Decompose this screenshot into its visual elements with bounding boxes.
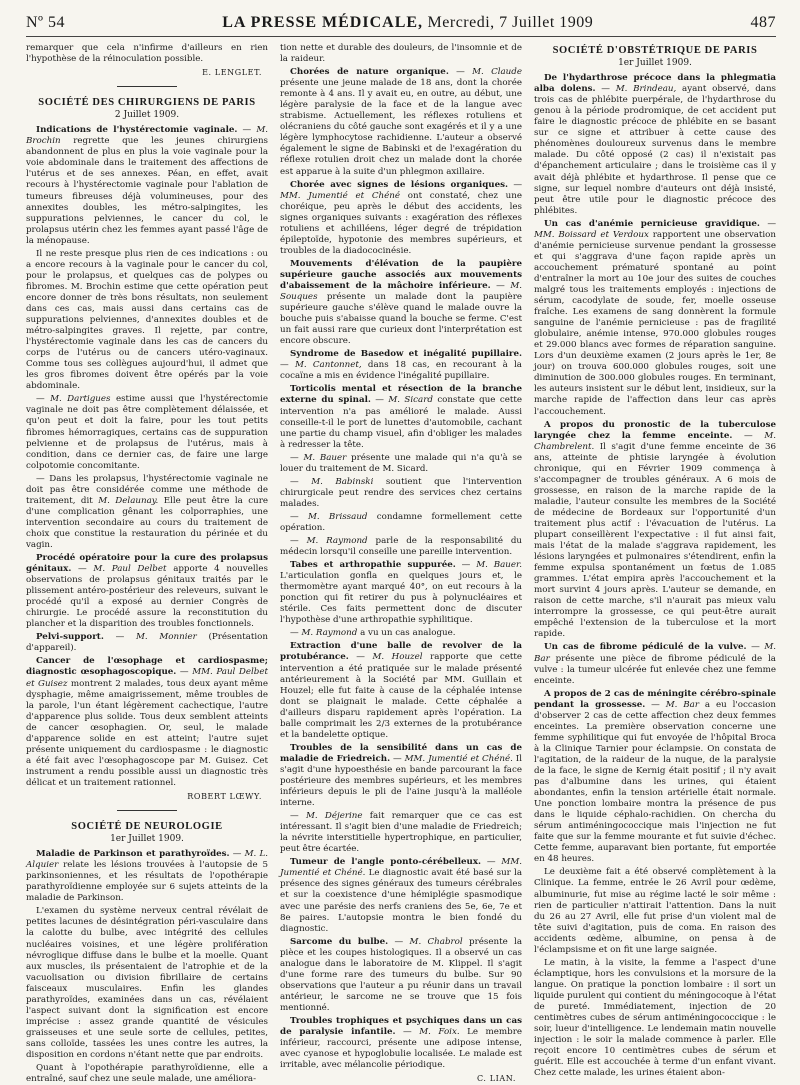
article: Tabes et arthropathie suppurée. — M. Bauer. L'articulation gonfla en quelques jours et, le thermomètre ayant marqué 40°, on eut recours à la ponction qui fit retirer du pus à polynucléaires et stérile. Ces faits permettent donc de discuter l'hypothèse d'une arthropathie syphilitique.	[280, 560, 522, 626]
article-heading: Procédé opératoire pour la cure des prolapsus génitaux.	[26, 553, 268, 575]
signature: C. LIAN.	[476, 1074, 516, 1084]
article-heading: Cancer de l'œsophage et cardiospasme; diagnostic œsophagoscopique.	[26, 656, 268, 678]
signature: E. LENGLET.	[202, 68, 262, 78]
article-text: rapportent une observation d'anémie pernicieuse survenue pendant la grossesse et qui s'aggrava d'une façon rapide après un accouchement prématuré spontané au point d'entraîner la mort au 10e jour des suites de couches malgré tous les traitements employés : injections de sérum, cacodylate de soude, fer, moelle osseuse fraîche. Les examens de sang donnèrent la formule sanguine de l'anémie pernicieuse : pas de fragilité globulaire, anémie intense, 970.000 globules rouges et 29.000 blancs avec formes de réparation sanguine. Lors d'un deuxième examen (2 jours après le 1er, 8e jour) on trouva 600.000 globules rouges, soit une diminution de 300.000 globules rouges. En terminant, les auteurs insistent sur le début lent, insidieux, sur la marche rapide de l'affection dans leur cas après l'accouchement.	[534, 229, 777, 417]
article-heading: Sarcome du bulbe.	[290, 936, 389, 947]
article: A propos du pronostic de la tuberculose laryngée chez la femme enceinte. — M. Chambrelent. Il s'agit d'une femme enceinte de 36 ans, atteinte de phtisie laryngée à évolution chronique, qui en Février 1909 commença à s'accompagner de troubles généraux. A 6 mois de grossesse, en raison de la marche rapide de la maladie, l'auteur consulte les membres de la Société de médecine de Bordeaux sur l'opportunité d'un traitement plus actif : l'évacuation de l'utérus. La plupart conseillèrent l'expectative : il fut ainsi fait, mais l'état de la malade s'aggrava rapidement, les lésions laryngées et pulmonaires s'étendirent, enfin la femme expulsa spontanément un fœtus de 1.085 grammes. L'état empira après l'accouchement et la mort survint 4 jours après. L'auteur se demande, en raison de cette marche, s'il n'aurait pas mieux valu interrompre la grossesse, ce qui peut-être aurait empêché l'extension de la tuberculose et la mort rapide.	[534, 419, 776, 640]
article-heading: Tabes et arthropathie suppurée.	[290, 560, 456, 571]
article-heading: Maladie de Parkinson et parathyroïdes.	[36, 849, 230, 860]
journal-title-line	[222, 14, 593, 32]
article-author: M. Foix.	[419, 1027, 460, 1038]
article-text: estime aussi que l'hystérectomie vaginale ne doit pas être complètement délaissée, et qu'on peut et doit la faire, pour les tout petits fibromes hémorragiques, certains cas de suppuration pelvienne et de prolapsus de l'utérus, mais à condition, dans ce dernier cas, de faire une large colpotomie concomitante.	[26, 394, 268, 471]
article-author: M. Babinski	[311, 476, 374, 487]
paragraph: — M. Bauer présente une malade qui n'a qu'à se louer du traitement de M. Sicard.	[280, 452, 523, 474]
article-text: montrent 2 malades, tous deux ayant même dysphagie, même amaigrissement, même troubles de la parole, l'un étant légèrement cachectique, l'autre d'apparence plus solide. Tous deux semblent atteints de cancer œsophagien. Or, seul, le malade d'apparence solide en est atteint; l'autre sujet présente uniquement du cardiospasme : le diagnostic a été fait avec l'œsophagoscope par M. Guisez. Cet instrument a rendu possible aussi un diagnostic très délicat et un traitement rationnel.	[26, 678, 268, 788]
article-heading: A propos du pronostic de la tuberculose laryngée chez la femme enceinte.	[534, 419, 776, 441]
article-text: condamne formellement cette opération.	[280, 511, 522, 533]
article-author: M. Monnier	[136, 632, 197, 643]
article-author: M. Raymond	[301, 628, 358, 639]
section-title: SOCIÉTÉ DES CHIRURGIENS DE PARIS	[38, 97, 256, 109]
paragraph: Quant à l'opothérapie parathyroïdienne, elle a entraîné, sauf chez une seule malade, une améliora-	[26, 1063, 268, 1085]
article-author: M. Brissaud	[307, 511, 368, 522]
article-heading: Un cas de fibrome pédiculé de la vulve.	[544, 642, 747, 653]
article-heading: Un cas d'anémie pernicieuse gravidique.	[544, 218, 760, 229]
article-text: présente la pièce et les coupes histologiques. Il a observé un cas analogue dans le laboratoire de M. Klippel. Il s'agit d'une forme rare des tumeurs du bulbe. Sur 90 observations que l'auteur a pu réunir dans un travail antérieur, le sarcome ne se trouve que 15 fois mentionné.	[280, 936, 523, 1013]
page-number: 487	[750, 14, 776, 31]
article: Syndrome de Basedow et inégalité pupillaire. — M. Cantonnet, dans 18 cas, en recourant à la cocaïne a mis en évidence l'inégalité pupillaire.	[280, 349, 522, 382]
article: Un cas de fibrome pédiculé de la vulve. — M. Bar présente une pièce de fibrome pédiculé de la vulve : la tumeur ulcérée fut enlevée chez une femme enceinte.	[534, 642, 776, 686]
article-text: Dans les prolapsus, l'hystérectomie vaginale ne doit pas être considérée comme une méthode de traitement, dit	[26, 473, 268, 506]
section-title: SOCIÉTÉ DE NEUROLOGIE	[71, 821, 223, 833]
article: Chorée avec signes de lésions organiques. — MM. Jumentié et Chéné ont constaté, chez une choréique, peu après le début des accidents, les signes organiques suivants : exagération des réflexes rotuliens et achilléens, léger degré de trépidation épileptoïde, hypotonie des membres supérieurs, et troubles de la diadococinésie.	[280, 179, 523, 256]
article-heading: Chorée avec signes de lésions organiques.	[290, 179, 509, 190]
article-author: M. Cantonnet,	[294, 360, 362, 371]
article: Troubles trophiques et psychiques dans un cas de paralysie infantile. — M. Foix. Le membre inférieur, raccourci, présente une adipose intense, avec cyanose et hypoglobulie localisée. Le malade est irritable, avec mélancolie périodique.	[280, 1015, 523, 1071]
article-author: M. Bar	[534, 642, 776, 664]
paragraph: — M. Babinski soutient que l'intervention chirurgicale peut rendre des services chez certains malades.	[280, 476, 522, 509]
article-text: Le membre inférieur, raccourci, présente une adipose intense, avec cyanose et hypoglobulie localisée. Le malade est irritable, avec mélancolie périodique.	[280, 1027, 523, 1071]
article-text: Elle peut être la cure d'une complication gênant les colporraphies, une intervention secondaire au cours du traitement de choix que constitue la restauration du périnée et du vagin.	[26, 495, 268, 550]
paragraph: — M. Dartigues estime aussi que l'hystérectomie vaginale ne doit pas être complètement délaissée, et qu'on peut et doit la faire, pour les tout petits fibromes hémorragiques, certains cas de suppuration pelvienne et de prolapsus de l'utérus, mais à condition, dans ce dernier cas, de faire une large colpotomie concomitante.	[26, 394, 268, 471]
article-text: parle de la responsabilité du médecin lorsqu'il conseille une pareille intervention.	[280, 536, 523, 558]
divider	[117, 86, 177, 87]
section-date: 1er Juillet 1909.	[618, 58, 692, 69]
article-text: a eu l'occasion d'observer 2 cas de cette affection chez deux femmes enceintes. La première observation concerne une femme syphilitique qui fut envoyée de l'hôpital Broca à la Clinique Tarnier pour éclampsie. On constata de l'agitation, de la raideur de la nuque, de la paralysie de la face, le signe de Kernig était positif ; il n'y avait pas d'albumine dans les urines, qui étaient abondantes, enfin la tension artérielle était normale. Une ponction lombaire montra la présence de pus dans le liquide céphalo-rachidien. On chercha du sérum antiméningococcique mais l'injection ne fut faite que sur la femme mourante et fut suivie d'échec. Cette femme, auparavant bien portante, fut emportée en 48 heures.	[534, 699, 776, 865]
column-2	[280, 43, 523, 1084]
article: Un cas d'anémie pernicieuse gravidique. — MM. Boissard et Verdoux rapportent une observation d'anémie pernicieuse survenue pendant la grossesse et qui s'aggrava d'une façon rapide après un accouchement prématuré spontané au point d'entraîner la mort au 10e jour des suites de couches malgré tous les traitements employés : injections de sérum, cacodylate de soude, fer, moelle osseuse fraîche. Les examens de sang donnèrent la formule sanguine de l'anémie pernicieuse : pas de fragilité globulaire, anémie intense, 970.000 globules rouges et 29.000 blancs avec formes de réparation sanguine. Lors d'un deuxième examen (2 jours après le 1er, 8e jour) on trouva 600.000 globules rouges, soit une diminution de 300.000 globules rouges. En terminant, les auteurs insistent sur le début lent, insidieux, sur la marche rapide de l'affection dans leur cas après l'accouchement.	[534, 218, 777, 417]
article-author: M. Bauer.	[476, 560, 522, 571]
article-text: rapporte que cette intervention a été pratiquée sur le malade présenté antérieurement à la Société par MM. Guillain et Houzel; elle fut faite à cause de la céphalée intense dont se plaignait le malade. Cette céphalée a d'ailleurs disparu rapidement après l'opération. La balle comprimait les 2/3 externes de la protubérance et la bandelette optique.	[280, 652, 522, 740]
article: Maladie de Parkinson et parathyroïdes. — M. L. Alquier relate les lésions trouvées à l'autopsie de 5 parkinsoniennes, et les résultats de l'opothérapie parathyroïdienne employée sur 6 sujets atteints de la maladie de Parkinson.	[26, 849, 269, 904]
article-text: présente un malade dont la paupière supérieure gauche s'élève quand le malade ouvre la bouche puis s'abaisse quand la bouche se ferme. C'est un fait aussi rare que curieux dont l'interprétation est encore obscure.	[280, 292, 522, 347]
article: Troubles de la sensibilité dans un cas de maladie de Friedreich. — MM. Jumentié et Chéné. Il s'agit d'une hypoesthésie en bande parcourant la face postérieure des membres supérieurs, et les membres inférieurs depuis le pli de l'aine jusqu'à la malléole interne.	[280, 742, 522, 809]
paragraph: remarquer que cela n'infirme d'ailleurs en rien l'hypothèse de la réinoculation possible.	[26, 43, 268, 65]
article-author: M. Bauer	[303, 452, 347, 463]
article-author: MM. Jumentié et Chéné	[280, 190, 400, 201]
article-heading: Chorées de nature organique.	[290, 67, 449, 78]
signature: ROBERT LŒWY.	[187, 792, 262, 801]
running-header	[26, 14, 776, 37]
article-author: M. Raymond	[306, 536, 368, 547]
section-date: 1er Juillet 1909.	[110, 834, 184, 845]
article-heading: Torticolis mental et résection de la branche externe du spinal.	[280, 384, 522, 406]
article-author: M. Claude	[472, 67, 522, 78]
article-text: soutient que l'intervention chirurgicale peut rendre des services chez certains malades.	[280, 476, 522, 509]
article-author: M. Brindeau,	[615, 84, 677, 95]
article: Indications de l'hystérectomie vaginale. — M. Brochin regrette que les jeunes chirurgiens abandonnent de plus en plus la voie vaginale pour la voie abdominale dans le traitement des affections de l'utérus et de ses annexes. Péan, en effet, avait recours à l'hystérectomie vaginale pour l'ablation de tumeurs fibreuses déjà volumineuses, pour des annexites doubles, les métro-salpingites, les suppurations pelviennes, le cancer du col, le prolapsus utérin chez les femmes ayant passé l'âge de la ménopause.	[26, 125, 269, 246]
journal-title: LA PRESSE MÉDICALE,	[222, 14, 424, 31]
article-author: M. Bar	[665, 699, 700, 710]
divider	[117, 810, 177, 811]
section-title: SOCIÉTÉ D'OBSTÉTRIQUE DE PARIS	[552, 45, 758, 56]
article-text: L'articulation gonfla en quelques jours et, le thermomètre ayant marqué 40°, on eut recours à la ponction qui fit retirer du pus à polynucléaires et stérile. Ces faits permettent donc de discuter l'hypothèse d'une arthropathie syphilitique.	[280, 571, 522, 626]
article-text: relate les lésions trouvées à l'autopsie de 5 parkinsoniennes, et les résultats de l'opothérapie parathyroïdienne employée sur 6 sujets atteints de la maladie de Parkinson.	[26, 860, 268, 904]
article-heading: De l'hydarthrose précoce dans la phlegmatia alba dolens.	[534, 73, 776, 95]
article-author: M. Brochin	[26, 125, 268, 147]
article-author: M. Chambrelent.	[534, 430, 776, 452]
article-heading: Syndrome de Basedow et inégalité pupillaire.	[290, 349, 522, 360]
paragraph: — M. Raymond parle de la responsabilité du médecin lorsqu'il conseille une pareille intervention.	[280, 536, 523, 558]
article: A propos de 2 cas de méningite cérébro-spinale pendant la grossesse. — M. Bar a eu l'occasion d'observer 2 cas de cette affection chez deux femmes enceintes. La première observation concerne une femme syphilitique qui fut envoyée de l'hôpital Broca à la Clinique Tarnier pour éclampsie. On constata de l'agitation, de la raideur de la nuque, de la paralysie de la face, le signe de Kernig était positif ; il n'y avait pas d'albumine dans les urines, qui étaient abondantes, enfin la tension artérielle était normale. Une ponction lombaire montra la présence de pus dans le liquide céphalo-rachidien. On chercha du sérum antiméningococcique mais l'injection ne fut faite que sur la femme mourante et fut suivie d'échec. Cette femme, auparavant bien portante, fut emportée en 48 heures.	[534, 688, 776, 865]
paragraph: Le matin, à la visite, la femme a l'aspect d'une éclamptique, hors les convulsions et la morsure de la langue. On pratique la ponction lombaire : il sort un liquide purulent qui contient du méningocoque à l'état de pureté. Immédiatement, injection de 20 centimètres cubes de sérum antiméningococcique : le soir, lueur d'intelligence. Le lendemain matin nouvelle injection : le soir la malade commence à parler. Elle reçoit encore 10 centimètres cubes de sérum et guérit. Elle est accouchée à terme d'un enfant vivant. Chez cette malade, les urines étaient abon-	[534, 957, 776, 1079]
issue-date: Mercredi, 7 Juillet 1909	[427, 14, 594, 31]
article: Chorées de nature organique. — M. Claude présente une jeune malade de 18 ans, dont la chorée remonte à 4 ans. Il y avait eu, en outre, au début, une légère paralysie de la face et de la langue avec strabisme. Actuellement, les réflexes rotuliens et olécraniens du côté gauche sont exagérés et il y a une légère lymphocytose rachidienne. L'auteur a observé également le signe de Babinski et de l'exagération du réflexe rotulien droit chez un malade dont la chorée est apparue à la suite d'un phlegmon axillaire.	[280, 67, 522, 177]
article-text: Il s'agit d'une femme enceinte de 36 ans, atteinte de phtisie laryngée à évolution chronique, qui en Février 1909 commença à s'accompagner de troubles généraux. A 6 mois de grossesse, en raison de la marche rapide de la maladie, l'auteur consulte les membres de la Société de médecine de Bordeaux sur l'opportunité d'un traitement plus actif : l'évacuation de l'utérus. La plupart conseillèrent l'expectative : il fut ainsi fait, mais l'état de la malade s'aggrava rapidement, les lésions laryngées et pulmonaires s'étendirent, enfin la femme expulsa spontanément un fœtus de 1.085 grammes. L'état empira après l'accouchement et la mort survint 4 jours après. L'auteur se demande, en raison de cette marche, s'il n'aurait pas mieux valu interrompre la grossesse, ce qui peut-être aurait empêché l'extension de la tuberculose et la mort rapide.	[534, 441, 776, 640]
paragraph: — M. Brissaud condamne formellement cette opération.	[280, 511, 522, 533]
paragraph: — Dans les prolapsus, l'hystérectomie vaginale ne doit pas être considérée comme une méthode de traitement, dit M. Delaunay. Elle peut être la cure d'une complication gênant les colporraphies, une intervention secondaire au cours du traitement de choix que constitue la restauration du périnée et du vagin.	[26, 473, 268, 550]
article-heading: Indications de l'hystérectomie vaginale.	[36, 125, 238, 136]
article-text: (Présentation d'appareil).	[26, 632, 269, 654]
column-3	[534, 43, 777, 1079]
article-author: MM. Jumentié et Chéné.	[280, 857, 522, 879]
article-author: MM. Paul Delbet et Guisez	[26, 667, 268, 689]
issue-number: Nº 54	[26, 14, 66, 31]
article-author: M. Sicard	[388, 395, 433, 406]
paragraph: Il ne reste presque plus rien de ces indications : ou a encore recours à la vaginale pour le cancer du col, pour le prolapsus, et quelques cas de polypes ou fibromes. M. Brochin estime que cette opération peut encore donner de très bons résultats, non seulement dans ces cas, mais aussi dans certains cas de suppurations pelviennes, d'annexites doubles et de métro-salpingites graves. Il rejette, par contre, l'hystérectomie vaginale dans les cas de cancers du corps de l'utérus ou de cancers utéro-vaginaux. Comme tous ses collègues aujourd'hui, il admet que les gros fibromes doivent être opérés par la voie abdominale.	[26, 248, 268, 392]
article-text: ont constaté, chez une choréique, peu après le début des accidents, les signes organiques suivants : exagération des réflexes rotuliens et achilléens, léger degré de trépidation épileptoïde, hypotonie des membres supérieurs, et troubles de la diadococinésie.	[280, 190, 523, 256]
article-author: M. Dartigues	[50, 394, 111, 405]
article-text: regrette que les jeunes chirurgiens abandonnent de plus en plus la voie vaginale pour la voie abdominale dans le traitement des affections de l'utérus et de ses annexes. Péan, en effet, avait recours à l'hystérectomie vaginale pour l'ablation de tumeurs fibreuses déjà volumineuses, pour des annexites doubles, les métro-salpingites, les suppurations pelviennes, le cancer du col, le prolapsus utérin chez les femmes ayant passé l'âge de la ménopause.	[26, 136, 269, 246]
article: Cancer de l'œsophage et cardiospasme; diagnostic œsophagoscopique. — MM. Paul Delbet et Guisez montrent 2 malades, tous deux ayant même dysphagie, même amaigrissement, même troubles de la parole, l'un étant légèrement cachectique, l'autre d'apparence plus solide. Tous deux semblent atteints de cancer œsophagien. Or, seul, le malade d'apparence solide en est atteint; l'autre sujet présente uniquement du cardiospasme : le diagnostic a été fait avec l'œsophagoscope par M. Guisez. Cet instrument a rendu possible aussi un diagnostic très délicat et un traitement rationnel.	[26, 656, 268, 788]
article: Torticolis mental et résection de la branche externe du spinal. — M. Sicard constate que cette intervention n'a pas amélioré le malade. Aussi conseille-t-il le port de lunettes d'automobile, cachant une partie du champ visuel, afin d'obliger les malades à redresser la tête.	[280, 384, 522, 450]
article: Tumeur de l'angle ponto-cérébelleux. — MM. Jumentié et Chéné. Le diagnostic avait été basé sur la présence des signes généraux des tumeurs cérébrales et sur la coexistence d'une hémiplégie spasmodique avec une parésie des nerfs craniens des 5e, 6e, 7e et 8e paires. L'autopsie montra le bien fondé du diagnostic.	[280, 857, 522, 934]
article: De l'hydarthrose précoce dans la phlegmatia alba dolens. — M. Brindeau, ayant observé, dans trois cas de phlébite puerpérale, de l'hydarthrose du genou à la période prodromique, de cet accident put faire le diagnostic précoce de phlébite en se basant sur ce signe et attribuer à cette cause des phénomènes douloureux survenus dans le membre malade. Du côté opposé (2 cas) il n'existait pas d'épanchement articulaire ; dans le troisième cas il y avait déjà phlébite et hydarthrose. Il pense que ce signe, sur lequel nombre d'auteurs ont déjà insisté, peut être utile pour le diagnostic précoce des phlébites.	[534, 73, 777, 216]
article: Mouvements d'élévation de la paupière supérieure gauche associés aux mouvements d'abaissement de la mâchoire inférieure. — M. Souques présente un malade dont la paupière supérieure gauche s'élève quand le malade ouvre la bouche puis s'abaisse quand la bouche se ferme. C'est un fait aussi rare que curieux dont l'interprétation est encore obscure.	[280, 258, 522, 347]
article-author: MM. Boissard et Verdoux	[534, 229, 649, 240]
article-heading: Troubles de la sensibilité dans un cas de maladie de Friedreich.	[280, 742, 522, 764]
article-heading: Troubles trophiques et psychiques dans un cas de paralysie infantile.	[280, 1015, 522, 1038]
article-text: présente une jeune malade de 18 ans, dont la chorée remonte à 4 ans. Il y avait eu, en outre, au début, une légère paralysie de la face et de la langue avec strabisme. Actuellement, les réflexes rotuliens et olécraniens du côté gauche sont exagérés et il y a une légère lymphocytose rachidienne. L'auteur a observé également le signe de Babinski et de l'exagération du réflexe rotulien droit chez un malade dont la chorée est apparue à la suite d'un phlegmon axillaire.	[280, 78, 522, 177]
article: Procédé opératoire pour la cure des prolapsus génitaux. — M. Paul Delbet apporte 4 nouvelles observations de prolapsus génitaux traités par le plissement antéro-postérieur des releveurs, suivant le procédé qu'il a exposé au dernier Congrès de chirurgie. Le procédé assure la reconstitution du plancher et la disparition des troubles fonctionnels.	[26, 553, 268, 630]
article: Sarcome du bulbe. — M. Chabrol présente la pièce et les coupes histologiques. Il a observé un cas analogue dans le laboratoire de M. Klippel. Il s'agit d'une forme rare des tumeurs du bulbe. Sur 90 observations que l'auteur a pu réunir dans un travail antérieur, le sarcome ne se trouve que 15 fois mentionné.	[280, 936, 523, 1013]
columns	[26, 43, 777, 1085]
article-author: M. Houzel	[372, 652, 423, 663]
article-text: fait remarquer que ce cas est intéressant. Il s'agit bien d'une maladie de Friedreich; la névrite interstitielle hypertrophique, en particulier, peut être écartée.	[280, 811, 523, 855]
article-author: M. Déjerine	[305, 811, 363, 822]
article-text: ayant observé, dans trois cas de phlébite puerpérale, de l'hydarthrose du genou à la période prodromique, de cet accident put faire le diagnostic précoce de phlébite en se basant sur ce signe et attribuer à cette cause des phénomènes douloureux survenus dans le membre malade. Du côté opposé (2 cas) il n'existait pas d'épanchement articulaire ; dans le troisième cas il y avait déjà phlébite et hydarthrose. Il pense que ce signe, sur lequel nombre d'auteurs ont déjà insisté, peut être utile pour le diagnostic précoce des phlébites.	[534, 84, 777, 216]
article-text: présente une pièce de fibrome pédiculé de la vulve : la tumeur ulcérée fut enlevée chez une femme enceinte.	[534, 653, 776, 686]
article-author: M. Souques	[280, 280, 522, 303]
article-text: apporte 4 nouvelles observations de prolapsus génitaux traités par le plissement antéro-postérieur des releveurs, suivant le procédé qu'il a exposé au dernier Congrès de chirurgie. Le procédé assure la reconstitution du plancher et la disparition des troubles fonctionnels.	[26, 564, 268, 630]
article-text: Le diagnostic avait été basé sur la présence des signes généraux des tumeurs cérébrales et sur la coexistence d'une hémiplégie spasmodique avec une parésie des nerfs craniens des 5e, 6e, 7e et 8e paires. L'autopsie montra le bien fondé du diagnostic.	[280, 868, 522, 934]
article-author: M. Paul Delbet	[93, 564, 167, 575]
article-author: MM. Jumentié et Chéné.	[404, 753, 513, 764]
section-date: 2 Juillet 1909.	[114, 110, 180, 121]
article-text: dans 18 cas, en recourant à la cocaïne a mis en évidence l'inégalité pupillaire.	[280, 360, 522, 382]
article-author: M. Chabrol	[409, 936, 463, 947]
article-author: M. L. Alquier	[26, 849, 269, 871]
article-text: Il s'agit d'une hypoesthésie en bande parcourant la face postérieure des membres supérieurs, et les membres inférieurs depuis le pli de l'aine jusqu'à la malléole interne.	[280, 753, 522, 809]
paragraph: — M. Déjerine fait remarquer que ce cas est intéressant. Il s'agit bien d'une maladie de Friedreich; la névrite interstitielle hypertrophique, en particulier, peut être écartée.	[280, 811, 523, 855]
article: Pelvi-support. — M. Monnier (Présentation d'appareil).	[26, 632, 269, 654]
article-text: présente une malade qui n'a qu'à se louer du traitement de M. Sicard.	[280, 452, 523, 474]
paragraph: Le deuxième fait a été observé complètement à la Clinique. La femme, entrée le 26 Avril pour œdème, albuminurie, fut mise au régime lacté le soir même : rien de particulier n'attirait l'attention. Dans la nuit du 26 au 27 Avril, elle fut prise d'un violent mal de tête suivi d'agitation, puis de coma. En raison des accidents œdème, albumine, on pensa à de l'éclampsisme et on fit une large saignée.	[534, 867, 776, 955]
article-author: M. Delaunay.	[98, 495, 159, 506]
column-1	[26, 43, 269, 1085]
article-heading: Pelvi-support.	[36, 632, 104, 643]
article-text: a vu un cas analogue.	[360, 628, 456, 639]
article: Extraction d'une balle de revolver de la protubérance. — M. Houzel rapporte que cette intervention a été pratiquée sur le malade présenté antérieurement à la Société par MM. Guillain et Houzel; elle fut faite à cause de la céphalée intense dont se plaignait le malade. Cette céphalée a d'ailleurs disparu rapidement après l'opération. La balle comprimait les 2/3 externes de la protubérance et la bandelette optique.	[280, 641, 522, 740]
paragraph: L'examen du système nerveux central révélait de petites lacunes de désintégration péri-vasculaire dans la calotte du bulbe, avec intégrité des cellules nucléaires voisines, et une légère prolifération névroglique diffuse dans le bulbe et la moelle. Quant aux muscles, ils présentaient de l'atrophie et de la vacuolisation ou division fibrillaire de certains faisceaux musculaires. Enfin les glandes parathyroïdes, examinées dans un cas, révélaient l'aspect suivant dont la signification est encore imprécise : assez grande quantité de vésicules graisseuses et une seule sorte de cellules, petites, sans colloïde, tassées les unes contre les autres, la disposition en cordons n'étant nette que par endroits.	[26, 906, 268, 1060]
article-text: constate que cette intervention n'a pas amélioré le malade. Aussi conseille-t-il le port de lunettes d'automobile, cachant une partie du champ visuel, afin d'obliger les malades à redresser la tête.	[280, 395, 522, 450]
article-heading: Extraction d'une balle de revolver de la protubérance.	[280, 641, 522, 663]
article-heading: Mouvements d'élévation de la paupière supérieure gauche associés aux mouvements d'abaissement de la mâchoire inférieure.	[280, 258, 522, 291]
article-heading: A propos de 2 cas de méningite cérébro-spinale pendant la grossesse.	[534, 688, 776, 710]
article-heading: Tumeur de l'angle ponto-cérébelleux.	[290, 857, 482, 868]
paragraph: tion nette et durable des douleurs, de l'insomnie et de la raideur.	[280, 43, 522, 65]
paragraph: — M. Raymond a vu un cas analogue.	[290, 628, 456, 639]
